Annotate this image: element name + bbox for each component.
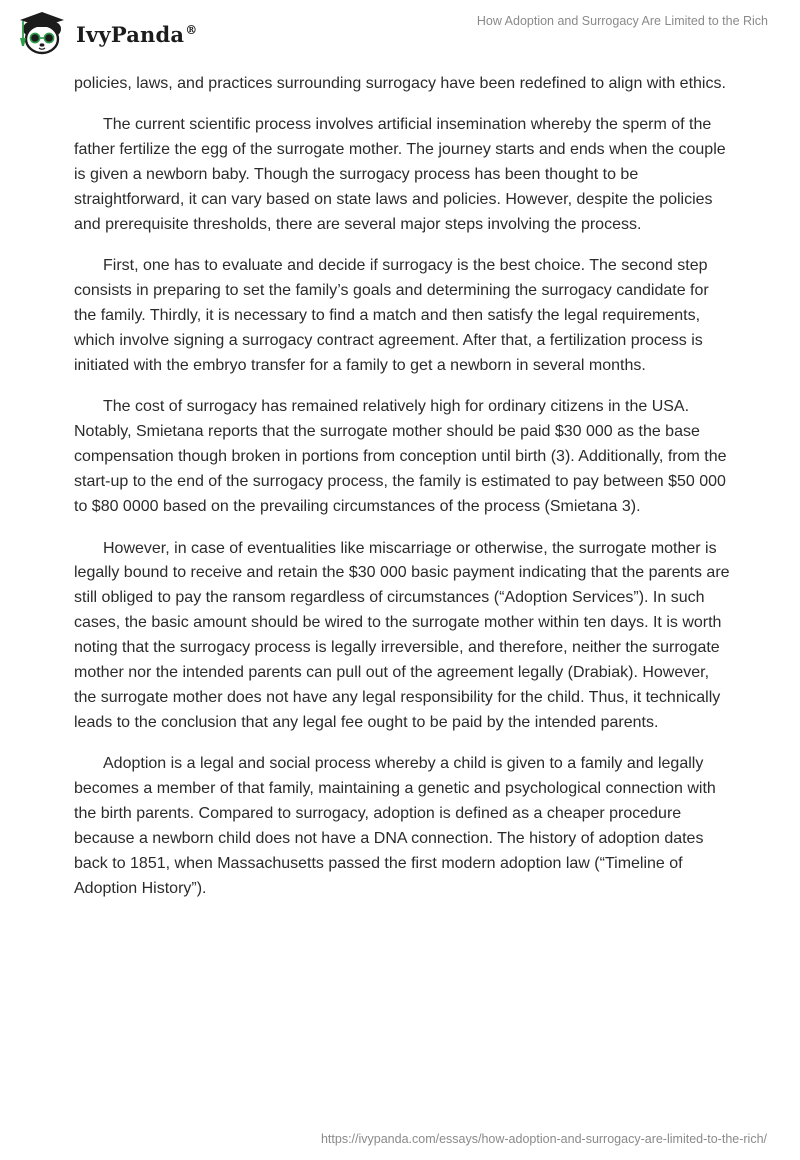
ivypanda-logo[interactable] (14, 8, 197, 58)
paragraph: The cost of surrogacy has remained relatively high for ordinary citizens in the USA. Notably, Smietana reports that the surrogate mother should be paid $30 000 as the base compensation though broken in portions from conception until birth (3). Additionally, from the start-up to the end of the surrogacy process, the family is estimated to pay between $50 000 to $80 0000 based on the prevailing circumstances of the process (Smietana 3). (74, 398, 727, 516)
panda-graduate-icon (14, 8, 70, 58)
brand-name: IvyPanda® (76, 21, 198, 47)
registered-mark: ® (185, 22, 198, 37)
paragraph: The current scientific process involves artificial insemination whereby the sperm of the father fertilize the egg of the surrogate mother. The journey starts and ends when the couple is given a newborn baby. Though the surrogacy process has been thought to be straightforward, it can vary based on state laws and policies. However, despite the policies and prerequisite thresholds, there are several major steps involving the process. (74, 116, 726, 234)
paragraph: First, one has to evaluate and decide if surrogacy is the best choice. The second step consists in preparing to set the family’s goals and determining the surrogacy candidate for the family. Thirdly, it is necessary to find a match and then satisfy the legal requirements, which involve signing a surrogacy contract agreement. After that, a fertilization process is initiated with the embryo transfer for a family to get a newborn in several months. (74, 257, 709, 375)
paragraph-continued: policies, laws, and practices surrounding surrogacy have been redefined to align with ethics. (74, 75, 726, 92)
paragraph: Adoption is a legal and social process whereby a child is given to a family and legally becomes a member of that family, maintaining a genetic and psychological connection with the birth parents. Compared to surrogacy, adoption is defined as a cheaper procedure because a newborn child does not have a DNA connection. The history of adoption dates back to 1851, when Massachusetts passed the first modern adoption law (“Timeline of Adoption History”). (74, 755, 716, 897)
essay-body (74, 72, 730, 918)
page-header (0, 0, 800, 70)
source-url-link[interactable]: https://ivypanda.com/essays/how-adoption-and-surrogacy-are-limited-to-the-rich/ (320, 1132, 767, 1146)
document-title: How Adoption and Surrogacy Are Limited to the Rich (476, 14, 768, 28)
paragraph: However, in case of eventualities like miscarriage or otherwise, the surrogate mother is legally bound to receive and retain the $30 000 basic payment indicating that the parents are still obliged to pay the ransom regardless of circumstances (“Adoption Services”). In such cases, the basic amount should be wired to the surrogate mother within ten days. It is worth noting that the surrogacy process is legally irreversible, and therefore, neither the surrogate mother nor the intended parents can pull out of the agreement legally (Drabiak). However, the surrogate mother does not have any legal responsibility for the child. Thus, it technically leads to the conclusion that any legal fee ought to be paid by the intended parents. (74, 539, 730, 731)
